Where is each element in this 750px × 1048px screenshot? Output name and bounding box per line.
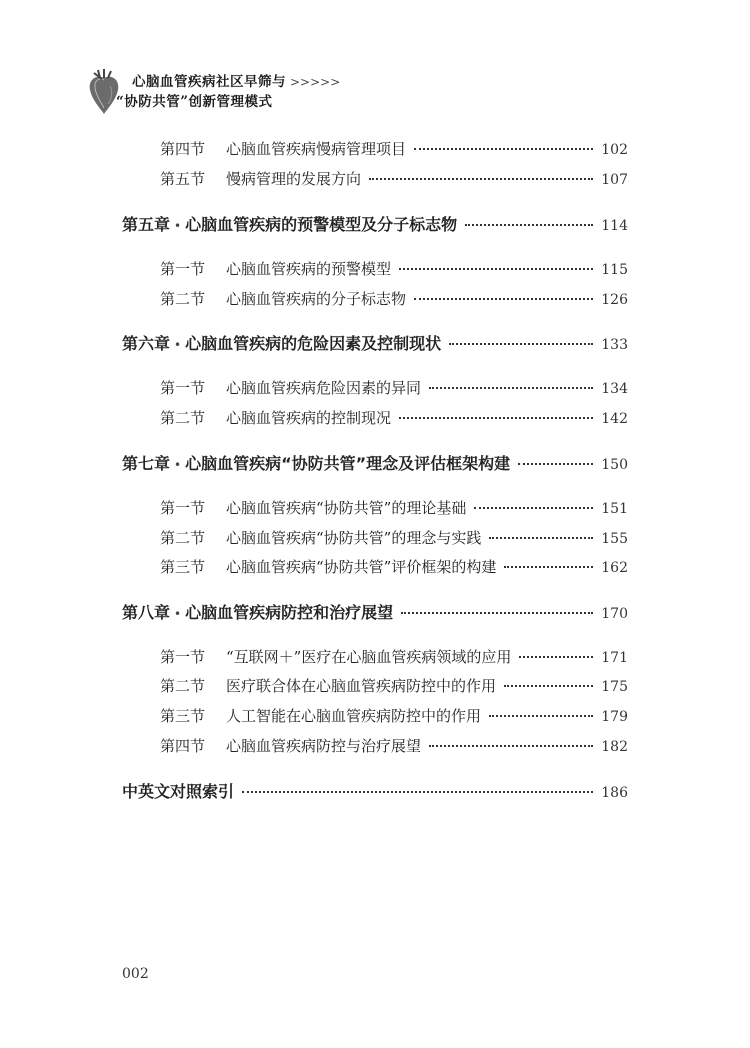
chapter-number: 第六章 <box>122 334 171 353</box>
dot-leader <box>489 715 593 717</box>
entry-title: 心脑血管疾病的控制现况 <box>226 409 392 427</box>
entry-title: 心脑血管疾病危险因素的异同 <box>226 379 422 397</box>
page-number: 179 <box>601 709 628 725</box>
page-number: 171 <box>601 650 628 666</box>
toc-entry-section[interactable] <box>160 258 628 279</box>
chapter-number: 第七章 <box>122 454 171 473</box>
page-number: 134 <box>601 381 628 397</box>
index-title: 中英文对照索引 <box>122 782 235 801</box>
dot-leader <box>399 417 593 419</box>
dot-leader <box>399 268 593 270</box>
bullet-separator: • <box>174 219 182 233</box>
chapter-title: 心脑血管疾病防控和治疗展望 <box>185 603 394 622</box>
entry-title: 心脑血管疾病“协防共管”评价框架的构建 <box>226 558 497 576</box>
dot-leader <box>519 656 593 658</box>
dot-leader <box>242 791 593 793</box>
page-number: 107 <box>601 172 628 188</box>
folio-page-number: 002 <box>122 966 149 982</box>
toc-entry-section[interactable] <box>160 556 628 577</box>
entry-number: 第三节 <box>160 558 206 576</box>
page-number: 150 <box>601 457 628 473</box>
chapter-number: 第五章 <box>122 215 171 234</box>
dot-leader <box>429 745 593 747</box>
page-number: 151 <box>601 501 628 517</box>
page-number: 186 <box>601 785 628 801</box>
dot-leader <box>489 537 593 539</box>
entry-number: 第一节 <box>160 499 206 517</box>
entry-title: 心脑血管疾病慢病管理项目 <box>226 140 407 158</box>
entry-title: “互联网＋”医疗在心脑血管疾病领域的应用 <box>226 648 512 666</box>
entry-title: 慢病管理的发展方向 <box>226 170 362 188</box>
dot-leader <box>401 612 593 614</box>
header-title-line1: 心脑血管疾病社区早筛与 >>>>> <box>132 74 341 90</box>
page-number: 155 <box>601 531 628 547</box>
page-number: 162 <box>601 560 628 576</box>
page-number: 114 <box>601 218 628 234</box>
entry-number: 第二节 <box>160 409 206 427</box>
toc-entry-section[interactable] <box>160 497 628 518</box>
entry-number: 第一节 <box>160 260 206 278</box>
page-number: 182 <box>601 739 628 755</box>
entry-number: 第二节 <box>160 677 206 695</box>
entry-title: 心脑血管疾病“协防共管”的理论基础 <box>226 499 467 517</box>
page-number: 170 <box>601 606 628 622</box>
dot-leader <box>414 148 593 150</box>
header-arrows: >>>>> <box>290 75 341 89</box>
entry-number: 第一节 <box>160 648 206 666</box>
entry-title: 心脑血管疾病“协防共管”的理念与实践 <box>226 529 482 547</box>
chapter-title: 心脑血管疾病“协防共管”理念及评估框架构建 <box>185 454 511 473</box>
entry-title: 心脑血管疾病的预警模型 <box>226 260 392 278</box>
entry-title: 人工智能在心脑血管疾病防控中的作用 <box>226 707 482 725</box>
dot-leader <box>449 343 593 345</box>
entry-number: 第四节 <box>160 737 206 755</box>
dot-leader <box>414 298 593 300</box>
chapter-number: 第八章 <box>122 603 171 622</box>
toc-entry-section[interactable] <box>160 646 628 667</box>
toc-entry-section[interactable] <box>160 675 628 696</box>
dot-leader <box>369 178 593 180</box>
toc-entry-section[interactable] <box>160 527 628 548</box>
dot-leader <box>518 463 593 465</box>
page-number: 115 <box>601 262 628 278</box>
dot-leader <box>504 566 593 568</box>
toc-entry-index[interactable] <box>122 779 628 802</box>
page-number: 126 <box>601 292 628 308</box>
entry-number: 第五节 <box>160 170 206 188</box>
toc-entry-section[interactable] <box>160 407 628 428</box>
dot-leader <box>474 507 593 509</box>
header-title-line2: “协防共管”创新管理模式 <box>116 94 273 110</box>
toc-entry-chapter[interactable] <box>122 212 628 235</box>
chapter-title: 心脑血管疾病的危险因素及控制现状 <box>185 334 442 353</box>
page-number: 175 <box>601 679 628 695</box>
toc-entry-section[interactable] <box>160 138 628 159</box>
dot-leader <box>429 387 593 389</box>
bullet-separator: • <box>174 458 182 472</box>
page-number: 102 <box>601 142 628 158</box>
entry-number: 第四节 <box>160 140 206 158</box>
toc-entry-chapter[interactable] <box>122 331 628 354</box>
toc-entry-section[interactable] <box>160 377 628 398</box>
toc-entry-section[interactable] <box>160 735 628 756</box>
toc-entry-section[interactable] <box>160 705 628 726</box>
entry-number: 第二节 <box>160 290 206 308</box>
running-header <box>82 66 402 116</box>
dot-leader <box>465 224 593 226</box>
page-number: 133 <box>601 337 628 353</box>
bullet-separator: • <box>174 607 182 621</box>
toc-entry-section[interactable] <box>160 288 628 309</box>
toc-entry-chapter[interactable] <box>122 600 628 623</box>
bullet-separator: • <box>174 338 182 352</box>
entry-number: 第三节 <box>160 707 206 725</box>
toc-entry-section[interactable] <box>160 168 628 189</box>
entry-number: 第一节 <box>160 379 206 397</box>
entry-number: 第二节 <box>160 529 206 547</box>
page-number: 142 <box>601 411 628 427</box>
entry-title: 医疗联合体在心脑血管疾病防控中的作用 <box>226 677 497 695</box>
entry-title: 心脑血管疾病防控与治疗展望 <box>226 737 422 755</box>
chapter-title: 心脑血管疾病的预警模型及分子标志物 <box>185 215 458 234</box>
entry-title: 心脑血管疾病的分子标志物 <box>226 290 407 308</box>
dot-leader <box>504 685 593 687</box>
toc-entry-chapter[interactable] <box>122 451 628 474</box>
